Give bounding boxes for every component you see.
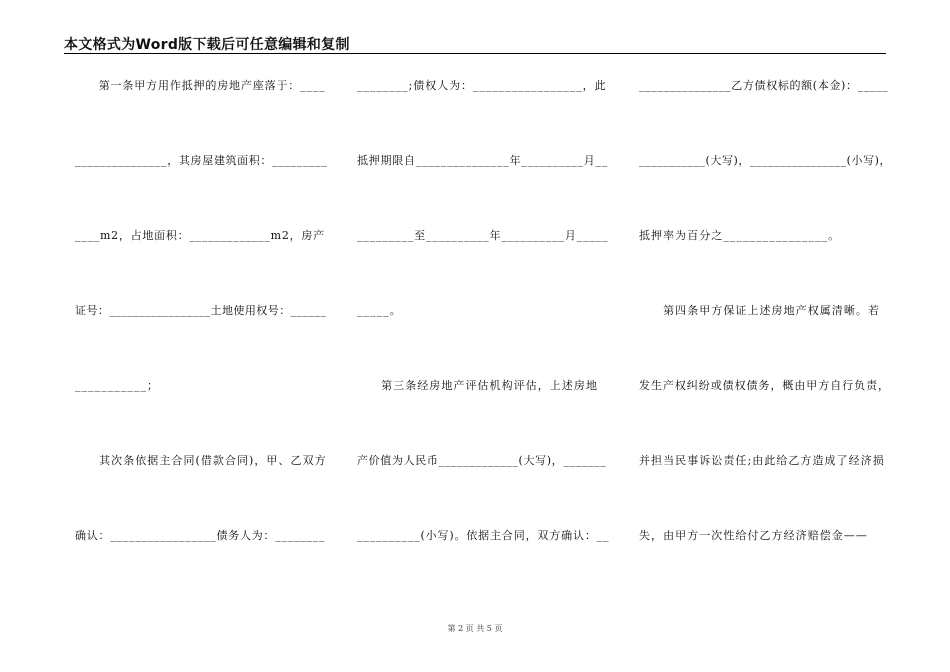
- text-line: 证号：_________________土地使用权号：______: [75, 304, 327, 317]
- text-line: _______________乙方债权标的额(本金)：_____: [639, 79, 889, 92]
- text-line: 确认：_________________债务人为：________: [75, 529, 326, 542]
- text-line: _____。: [357, 304, 402, 317]
- page-number-footer: 第 2 页 共 5 页: [447, 624, 503, 633]
- text-line: 并担当民事诉讼责任;由此给乙方造成了经济损: [639, 454, 885, 467]
- text-line: 抵押率为百分之________________。: [639, 229, 841, 242]
- text-line: _________至__________年__________月_____: [357, 229, 609, 242]
- text-line: ___________(大写)，________________(小写)，: [639, 154, 892, 167]
- text-line: 第三条经房地产评估机构评估，上述房地: [357, 379, 598, 392]
- document-header: [64, 33, 886, 54]
- text-line: 第一条甲方用作抵押的房地产座落于：____: [75, 79, 326, 92]
- text-line: __________(小写)。依据主合同，双方确认：__: [357, 529, 610, 542]
- text-line: 其次条依据主合同(借款合同)，甲、乙双方: [75, 454, 327, 467]
- text-line: 产价值为人民币_____________(大写)，_______: [357, 454, 607, 467]
- header-title: 本文格式为Word版下载后可任意编辑和复制: [64, 37, 350, 53]
- text-line: 发生产权纠纷或债权债务，概由甲方自行负责，: [639, 379, 890, 392]
- text-line: ___________；: [75, 379, 160, 392]
- text-line: ________;债权人为：_________________，此: [357, 79, 607, 92]
- text-line: ____m2，占地面积：_____________m2，房产: [75, 229, 325, 242]
- text-line: _______________，其房屋建筑面积：_________: [75, 154, 328, 167]
- text-line: 失，由甲方一次性给付乙方经济赔偿金——: [639, 529, 868, 542]
- text-line: 第四条甲方保证上述房地产权属清晰。若: [639, 304, 880, 317]
- text-line: 抵押期限自_______________年__________月__: [357, 154, 608, 167]
